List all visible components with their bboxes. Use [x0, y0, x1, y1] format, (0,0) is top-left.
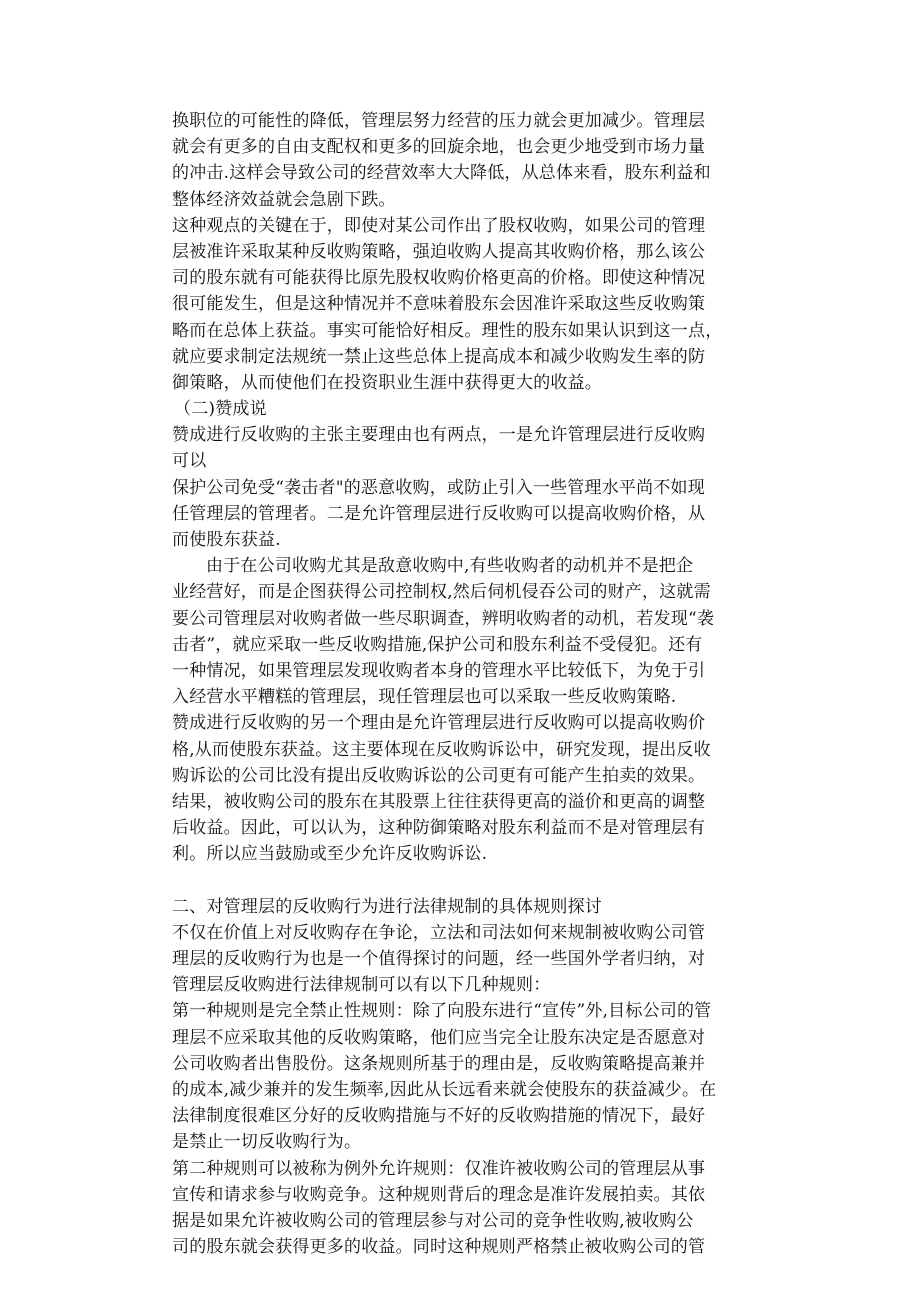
text-line: 后收益。因此，可以认为，这种防御策略对股东利益而不是对管理层有: [172, 818, 706, 839]
paragraph-2: [172, 213, 772, 396]
text-line: 很可能发生，但是这种情况并不意味着股东会因准许采取这些反收购策: [172, 294, 706, 315]
text-line: 一种情况，如果管理层发现收购者本身的管理水平比较低下，为免于引: [172, 660, 706, 681]
paragraph-5: [172, 553, 772, 710]
heading-line: （二)赞成说: [174, 399, 267, 420]
text-line: 要公司管理层对收购者做一些尽职调查，辨明收购者的动机，若发现“袭: [172, 608, 715, 629]
text-line: 而使股东获益.: [172, 530, 281, 550]
paragraph-1: [172, 108, 772, 213]
text-line: 宣传和请求参与收购竞争。这种规则背后的理念是准许发展拍卖。其依: [172, 1184, 706, 1205]
text-line: 赞成进行反收购的主张主要理由也有两点，一是允许管理层进行反收购: [172, 425, 706, 446]
text-line: 管理层反收购进行法律规制可以有以下几种规则：: [172, 975, 551, 996]
text-line: 击者”，就应采取一些反收购措施,保护公司和股东利益不受侵犯。还有: [172, 634, 703, 655]
text-line: 这种观点的关键在于，即使对某公司作出了股权收购，如果公司的管理: [172, 215, 706, 236]
paragraph-9: [172, 1156, 772, 1261]
text-line: 不仅在价值上对反收购存在争论，立法和司法如何来规制被收购公司管: [172, 922, 706, 943]
heading-line: 二、对管理层的反收购行为进行法律规制的具体规则探讨: [172, 896, 602, 917]
paragraph-3: [172, 422, 772, 474]
text-line: 由于在公司收购尤其是敌意收购中,有些收购者的动机并不是把企: [206, 556, 694, 577]
text-line: 理层不应采取其他的反收购策略，他们应当完全让股东决定是否愿意对: [172, 1027, 706, 1048]
paragraph-8: [172, 998, 772, 1155]
text-line: 结果，被收购公司的股东在其股票上往往获得更高的溢价和更高的调整: [172, 791, 706, 812]
text-line: 就会有更多的自由支配权和更多的回旋余地，也会更少地受到市场力量: [172, 137, 706, 158]
text-line: 整体经济效益就会急剧下跌。: [172, 189, 396, 210]
paragraph-6: [172, 710, 772, 867]
text-line: 层被准许采取某种反收购策略，强迫收购人提高其收购价格，那么该公: [172, 241, 706, 262]
text-line: 司的股东就会获得更多的收益。同时这种规则严格禁止被收购公司的管: [172, 1237, 706, 1258]
text-line: 业经营好，而是企图获得公司控制权,然后伺机侵吞公司的财产，这就需: [172, 582, 711, 603]
text-line: 第一种规则是完全禁止性规则：除了向股东进行“宣传”外,目标公司的管: [172, 1001, 712, 1022]
text-line: 御策略，从而使他们在投资职业生涯中获得更大的收益。: [172, 372, 602, 393]
text-line: 赞成进行反收购的另一个理由是允许管理层进行反收购可以提高收购价: [172, 713, 706, 734]
text-line: 任管理层的管理者。二是允许管理层进行反收购可以提高收购价格，从: [172, 503, 706, 524]
text-line: 购诉讼的公司比没有提出反收购诉讼的公司更有可能产生拍卖的效果。: [172, 765, 706, 786]
text-line: 的冲击.这样会导致公司的经营效率大大降低，从总体来看，股东利益和: [172, 163, 711, 184]
section-heading-support: [172, 396, 772, 422]
text-line: 换职位的可能性的降低，管理层努力经营的压力就会更加减少。管理层: [172, 111, 706, 131]
text-line: 略而在总体上获益。事实可能恰好相反。理性的股东如果认识到这一点，: [172, 320, 723, 341]
text-line: 理层的反收购行为也是一个值得探讨的问题，经一些国外学者归纳，对: [172, 949, 706, 969]
text-line: 法律制度很难区分好的反收购措施与不好的反收购措施的情况下，最好: [172, 1106, 706, 1127]
text-line: 就应要求制定法规统一禁止这些总体上提高成本和减少收购发生率的防: [172, 346, 706, 367]
text-line: 格,从而使股东获益。这主要体现在反收购诉讼中，研究发现，提出反收: [172, 739, 711, 760]
text-line: 保护公司免受“袭击者"的恶意收购，或防止引入一些管理水平尚不如现: [172, 477, 705, 498]
text-line: 是禁止一切反收购行为。: [172, 1132, 362, 1153]
paragraph-4: [172, 475, 772, 554]
text-line: 的成本,减少兼并的发生频率,因此从长远看来就会使股东的获益减少。在: [172, 1079, 717, 1100]
text-line: 第二种规则可以被称为例外允许规则：仅准许被收购公司的管理层从事: [172, 1158, 706, 1179]
text-line: 可以: [172, 451, 207, 472]
section-heading-rules: [172, 894, 772, 920]
blank-line: [172, 867, 772, 893]
paragraph-7: [172, 920, 772, 999]
text-line: 司的股东就有可能获得比原先股权收购价格更高的价格。即使这种情况: [172, 268, 706, 289]
text-line: 据是如果允许被收购公司的管理层参与对公司的竞争性收购,被收购公: [172, 1210, 694, 1231]
text-line: 入经营水平糟糕的管理层，现任管理层也可以采取一些反收购策略.: [172, 687, 677, 708]
document-body: [172, 108, 772, 1260]
text-line: 公司收购者出售股份。这条规则所基于的理由是，反收购策略提高兼并: [172, 1053, 706, 1074]
text-line: 利。所以应当鼓励或至少允许反收购诉讼.: [172, 844, 488, 865]
